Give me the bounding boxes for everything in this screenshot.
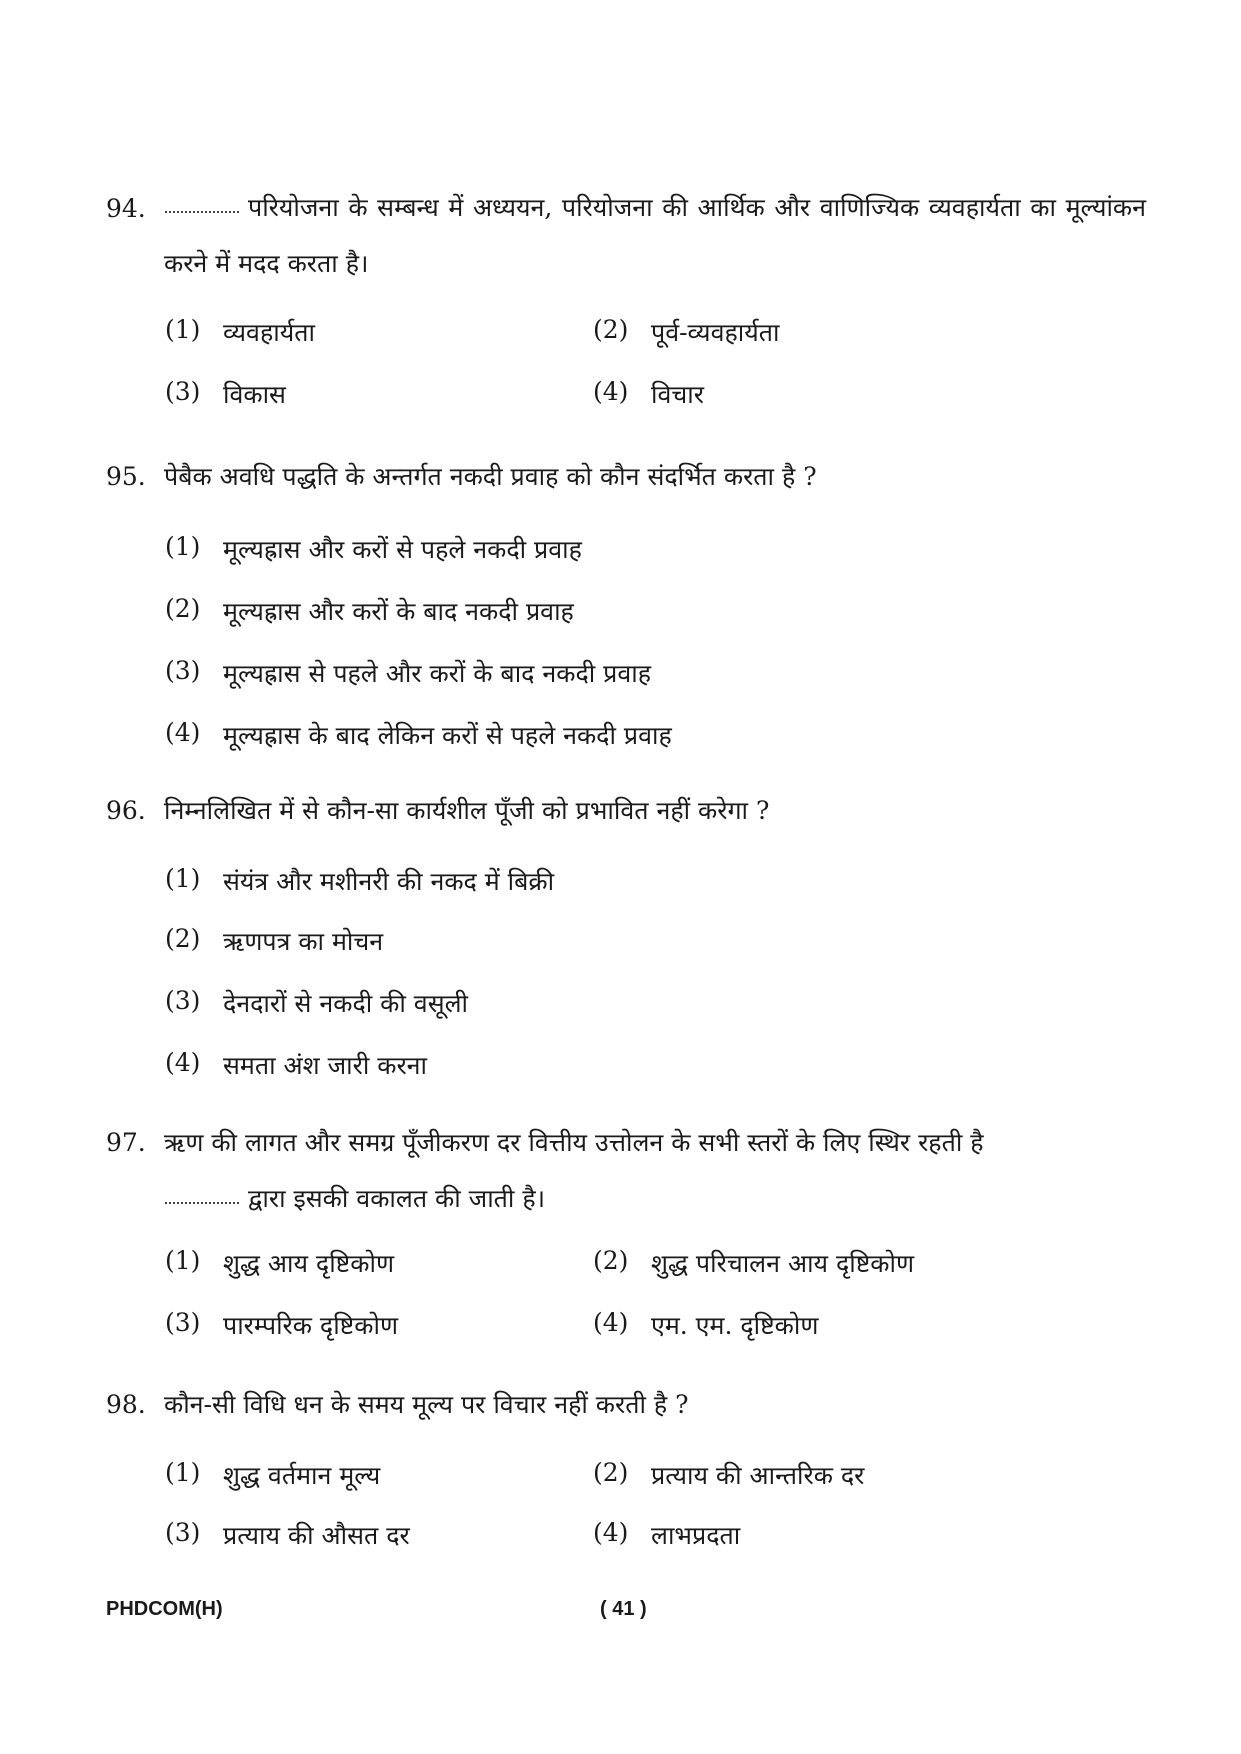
- question-text: परियोजना के सम्बन्ध में अध्ययन, परियोजना की आर्थिक और वाणिज्यिक व्यवहार्यता का मूल्यांकन करने में मदद करता है।: [164, 193, 1146, 278]
- question-text: कौन-सी विधि धन के समय मूल्य पर विचार नहीं करती है ?: [164, 1390, 689, 1419]
- question-number: 96.: [106, 796, 146, 825]
- question-text: पेबैक अवधि पद्धति के अन्तर्गत नकदी प्रवाह को कौन संदर्भित करता है ?: [164, 462, 817, 491]
- fill-in-blank: [164, 204, 240, 216]
- question-text-line2: द्वारा इसकी वकालत की जाती है।: [164, 1184, 1146, 1214]
- fill-in-blank: [164, 1195, 240, 1207]
- question-text: निम्नलिखित में से कौन-सा कार्यशील पूँजी को प्रभावित नहीं करेगा ?: [164, 796, 770, 825]
- question-text-line1: ऋण की लागत और समग्र पूँजीकरण दर वित्तीय उत्तोलन के सभी स्तरों के लिए स्थिर रहती है: [164, 1128, 984, 1157]
- footer-paper-code: PHDCOM(H): [106, 1598, 223, 1620]
- question-number: 94.: [106, 194, 146, 223]
- question-number: 95.: [106, 462, 146, 491]
- question-number: 97.: [106, 1128, 146, 1157]
- exam-page: 94. परियोजना के सम्बन्ध में अध्ययन, परियोजना की आर्थिक और वाणिज्यिक व्यवहार्यता का मूल्यांकन करने में मदद करता है। (1) व्यवहार्यता (2) पूर्व-व्यवहार्यता (3) विकास (4) विचार 95. पेबैक अवधि पद्धति के अन्तर्गत नकदी प्रवाह को कौन संदर्भित करता है ? (1) मूल्यह्रास और करों से पहले नकदी प्रवाह (2) मूल्यह्रास और करों के बाद नकदी प्रवाह (3) मूल्यह्रास से पहले और करों के बाद नकदी प्रवाह (4) मूल्यह्रास के बाद लेकिन करों से पहले नकदी प्रवाह 96. निम्नलिखित में से कौन-सा कार्यशील पूँजी को प्रभावित नहीं करेगा ? (1) संयंत्र और मशीनरी की नकद में बिक्री (2) ऋणपत्र का मोचन (3) देनदारों से नकदी की वसूली (4) समता अंश जारी करना 97. ऋण की लागत और समग्र पूँजीकरण दर वित्तीय उत्तोलन के सभी स्तरों के लिए स्थिर रहती है द्वारा इसकी वकालत की जाती है। (1) शुद्ध आय दृष्टिकोण (2) शुद्ध परिचालन आय दृष्टिकोण (3) पारम्परिक दृष्टिकोण (4) एम. एम. दृष्टिकोण 98. कौन-सी विधि धन के समय मूल्य पर विचार नहीं करती है ? (1) शुद्ध वर्तमान मूल्य (2) प्रत्याय की आन्तरिक दर (3) प्रत्याय की औसत दर (4) लाभप्रदता PHDCOM(H) ( 41 ): [0, 0, 1241, 1754]
- question-number: 98.: [106, 1390, 146, 1419]
- footer-page-number: ( 41 ): [600, 1598, 647, 1620]
